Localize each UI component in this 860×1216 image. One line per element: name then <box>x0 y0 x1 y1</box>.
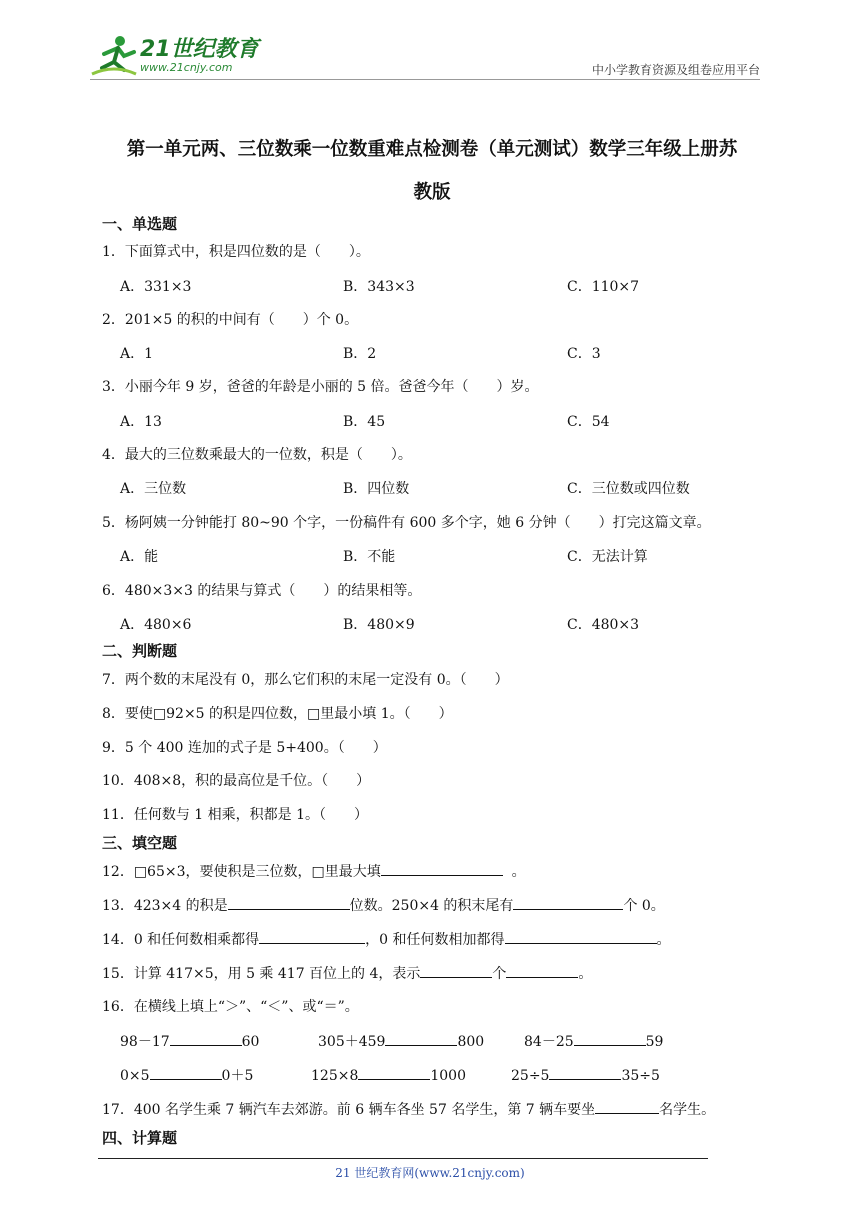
question-14: 14．0 和任何数相乘都得 ，0 和任何数相加都得 。 <box>102 929 671 949</box>
question-2: 2．201×5 的积的中间有（ ）个 0。 <box>102 312 359 328</box>
answer-blank[interactable] <box>506 963 578 978</box>
option-1c: C．110×7 <box>567 279 640 295</box>
question-10: 10．408×8，积的最高位是千位。（ ） <box>102 773 371 789</box>
answer-blank[interactable] <box>420 963 492 978</box>
compare-item: 98－17 60 <box>120 1031 259 1051</box>
option-6c: C．480×3 <box>567 617 640 633</box>
question-16: 16．在横线上填上“＞”、“＜”、或“＝”。 <box>102 999 359 1015</box>
question-3: 3．小丽今年 9 岁，爸爸的年龄是小丽的 5 倍。爸爸今年（ ）岁。 <box>102 379 539 395</box>
document-title-line1: 第一单元两、三位数乘一位数重难点检测卷（单元测试）数学三年级上册苏 <box>126 139 738 160</box>
option-1b: B．343×3 <box>343 279 415 295</box>
question-6: 6．480×3×3 的结果与算式（ ）的结果相等。 <box>102 583 422 599</box>
answer-blank[interactable] <box>385 1031 457 1046</box>
answer-blank[interactable] <box>513 895 623 910</box>
option-5a: A．能 <box>120 549 159 565</box>
option-6a: A．480×6 <box>120 617 192 633</box>
option-5b: B．不能 <box>343 549 396 565</box>
option-2c: C．3 <box>567 346 601 362</box>
option-4b: B．四位数 <box>343 481 410 497</box>
answer-blank[interactable] <box>574 1031 646 1046</box>
question-7: 7．两个数的末尾没有 0，那么它们积的末尾一定没有 0。（ ） <box>102 672 509 688</box>
option-2a: A．1 <box>120 346 154 362</box>
answer-blank[interactable] <box>170 1031 242 1046</box>
option-2b: B．2 <box>343 346 377 362</box>
compare-item: 125×8 1000 <box>311 1065 466 1084</box>
answer-blank[interactable] <box>358 1065 430 1080</box>
question-8: 8．要使□92×5 的积是四位数，□里最小填 1。（ ） <box>102 706 453 722</box>
question-15: 15．计算 417×5，用 5 乘 417 百位上的 4，表示 个 。 <box>102 963 592 983</box>
option-3a: A．13 <box>120 414 162 430</box>
question-4: 4．最大的三位数乘最大的一位数，积是（ ）。 <box>102 447 412 463</box>
section-heading-single-choice: 一、单选题 <box>102 215 178 233</box>
answer-blank[interactable] <box>259 929 365 944</box>
runner-logo-icon <box>90 34 138 78</box>
answer-blank[interactable] <box>505 929 657 944</box>
compare-item: 0×5 0＋5 <box>120 1065 253 1085</box>
compare-item: 84－25 59 <box>524 1031 663 1051</box>
question-1: 1．下面算式中，积是四位数的是（ ）。 <box>102 244 370 260</box>
document-title-line2: 教版 <box>413 182 451 203</box>
footer-divider <box>98 1158 708 1159</box>
logo-url: www.21cnjy.com <box>140 61 233 74</box>
compare-item: 25÷5 35÷5 <box>511 1065 660 1084</box>
page-header <box>90 26 770 82</box>
answer-blank[interactable] <box>381 861 503 876</box>
section-heading-calculation: 四、计算题 <box>102 1129 178 1147</box>
section-heading-true-false: 二、判断题 <box>102 642 178 660</box>
question-5: 5．杨阿姨一分钟能打 80~90 个字，一份稿件有 600 多个字，她 6 分钟（ ）打完这篇文章。 <box>102 515 711 531</box>
option-5c: C．无法计算 <box>567 549 648 565</box>
question-13: 13．423×4 的积是 位数。250×4 的积末尾有 个 0。 <box>102 895 665 915</box>
logo <box>90 34 259 78</box>
answer-blank[interactable] <box>595 1099 659 1114</box>
question-12: 12．□65×3，要使积是三位数，□里最大填 。 <box>102 861 526 881</box>
option-3b: B．45 <box>343 414 386 430</box>
footer-text: 21 世纪教育网(www.21cnjy.com) <box>335 1166 525 1180</box>
platform-name: 中小学教育资源及组卷应用平台 <box>591 63 760 77</box>
logo-title: 21世纪教育 <box>140 37 259 62</box>
option-3c: C．54 <box>567 414 610 430</box>
option-6b: B．480×9 <box>343 617 415 633</box>
answer-blank[interactable] <box>228 895 350 910</box>
answer-blank[interactable] <box>150 1065 222 1080</box>
question-11: 11．任何数与 1 相乘，积都是 1。（ ） <box>102 807 368 823</box>
question-9: 9．5 个 400 连加的式子是 5+400。（ ） <box>102 740 387 756</box>
answer-blank[interactable] <box>549 1065 621 1080</box>
section-heading-fill-blank: 三、填空题 <box>102 834 178 852</box>
question-17: 17．400 名学生乘 7 辆汽车去郊游。前 6 辆车各坐 57 名学生，第 7 辆车要坐 名学生。 <box>102 1099 715 1119</box>
option-4a: A．三位数 <box>120 481 187 497</box>
compare-item: 305＋459 800 <box>318 1031 484 1051</box>
header-divider <box>90 79 760 80</box>
option-1a: A．331×3 <box>120 279 192 295</box>
option-4c: C．三位数或四位数 <box>567 481 690 497</box>
